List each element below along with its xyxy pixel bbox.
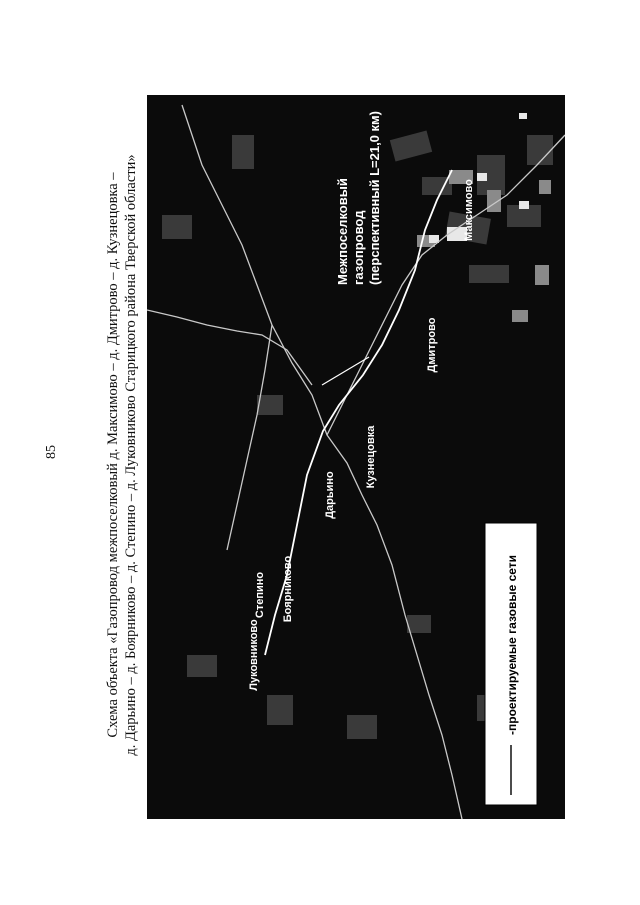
village-label-lukovnikovo — [248, 619, 260, 691]
village-label-boyarnikovo — [282, 556, 294, 623]
village-label-dmitrovo — [426, 317, 438, 372]
pipeline-label-line-1: Межпоселковый — [335, 178, 350, 285]
svg-text:Кузнецовка: Кузнецовка — [365, 425, 377, 489]
village-label-daryino — [324, 471, 336, 519]
caption-line-2: д. Дарьино – д. Боярниково – д. Степино – д. Луковниково Старицкого района Тверской области» — [123, 154, 139, 756]
svg-text:Боярниково: Боярниково — [282, 555, 294, 623]
pipeline-label-line-2: газопровод — [351, 210, 366, 285]
svg-text:Степино: Степино — [254, 571, 266, 619]
svg-text:Максимово: Максимово — [463, 179, 475, 241]
svg-text:Луковниково: Луковниково — [248, 619, 260, 691]
svg-text:Дарьино: Дарьино — [324, 471, 336, 519]
svg-text:Дмитрово: Дмитрово — [426, 317, 438, 373]
map-canvas — [147, 95, 565, 819]
map-legend — [485, 523, 537, 805]
page-number: 85 — [44, 445, 59, 459]
legend-label: -проектируемые газовые сети — [505, 554, 519, 735]
pipeline-label-line-3: (перспективный L=21,0 км) — [367, 111, 382, 285]
village-label-kuznetsovka — [365, 425, 377, 489]
map-caption — [104, 105, 140, 805]
village-label-stepino — [254, 572, 266, 618]
caption-line-1: Схема объекта «Газопровод межпоселковый д. Максимово – д. Дмитрово – д. Кузнецовка – — [105, 172, 121, 738]
village-label-maksimovo — [463, 179, 475, 241]
satellite-map — [147, 95, 565, 819]
